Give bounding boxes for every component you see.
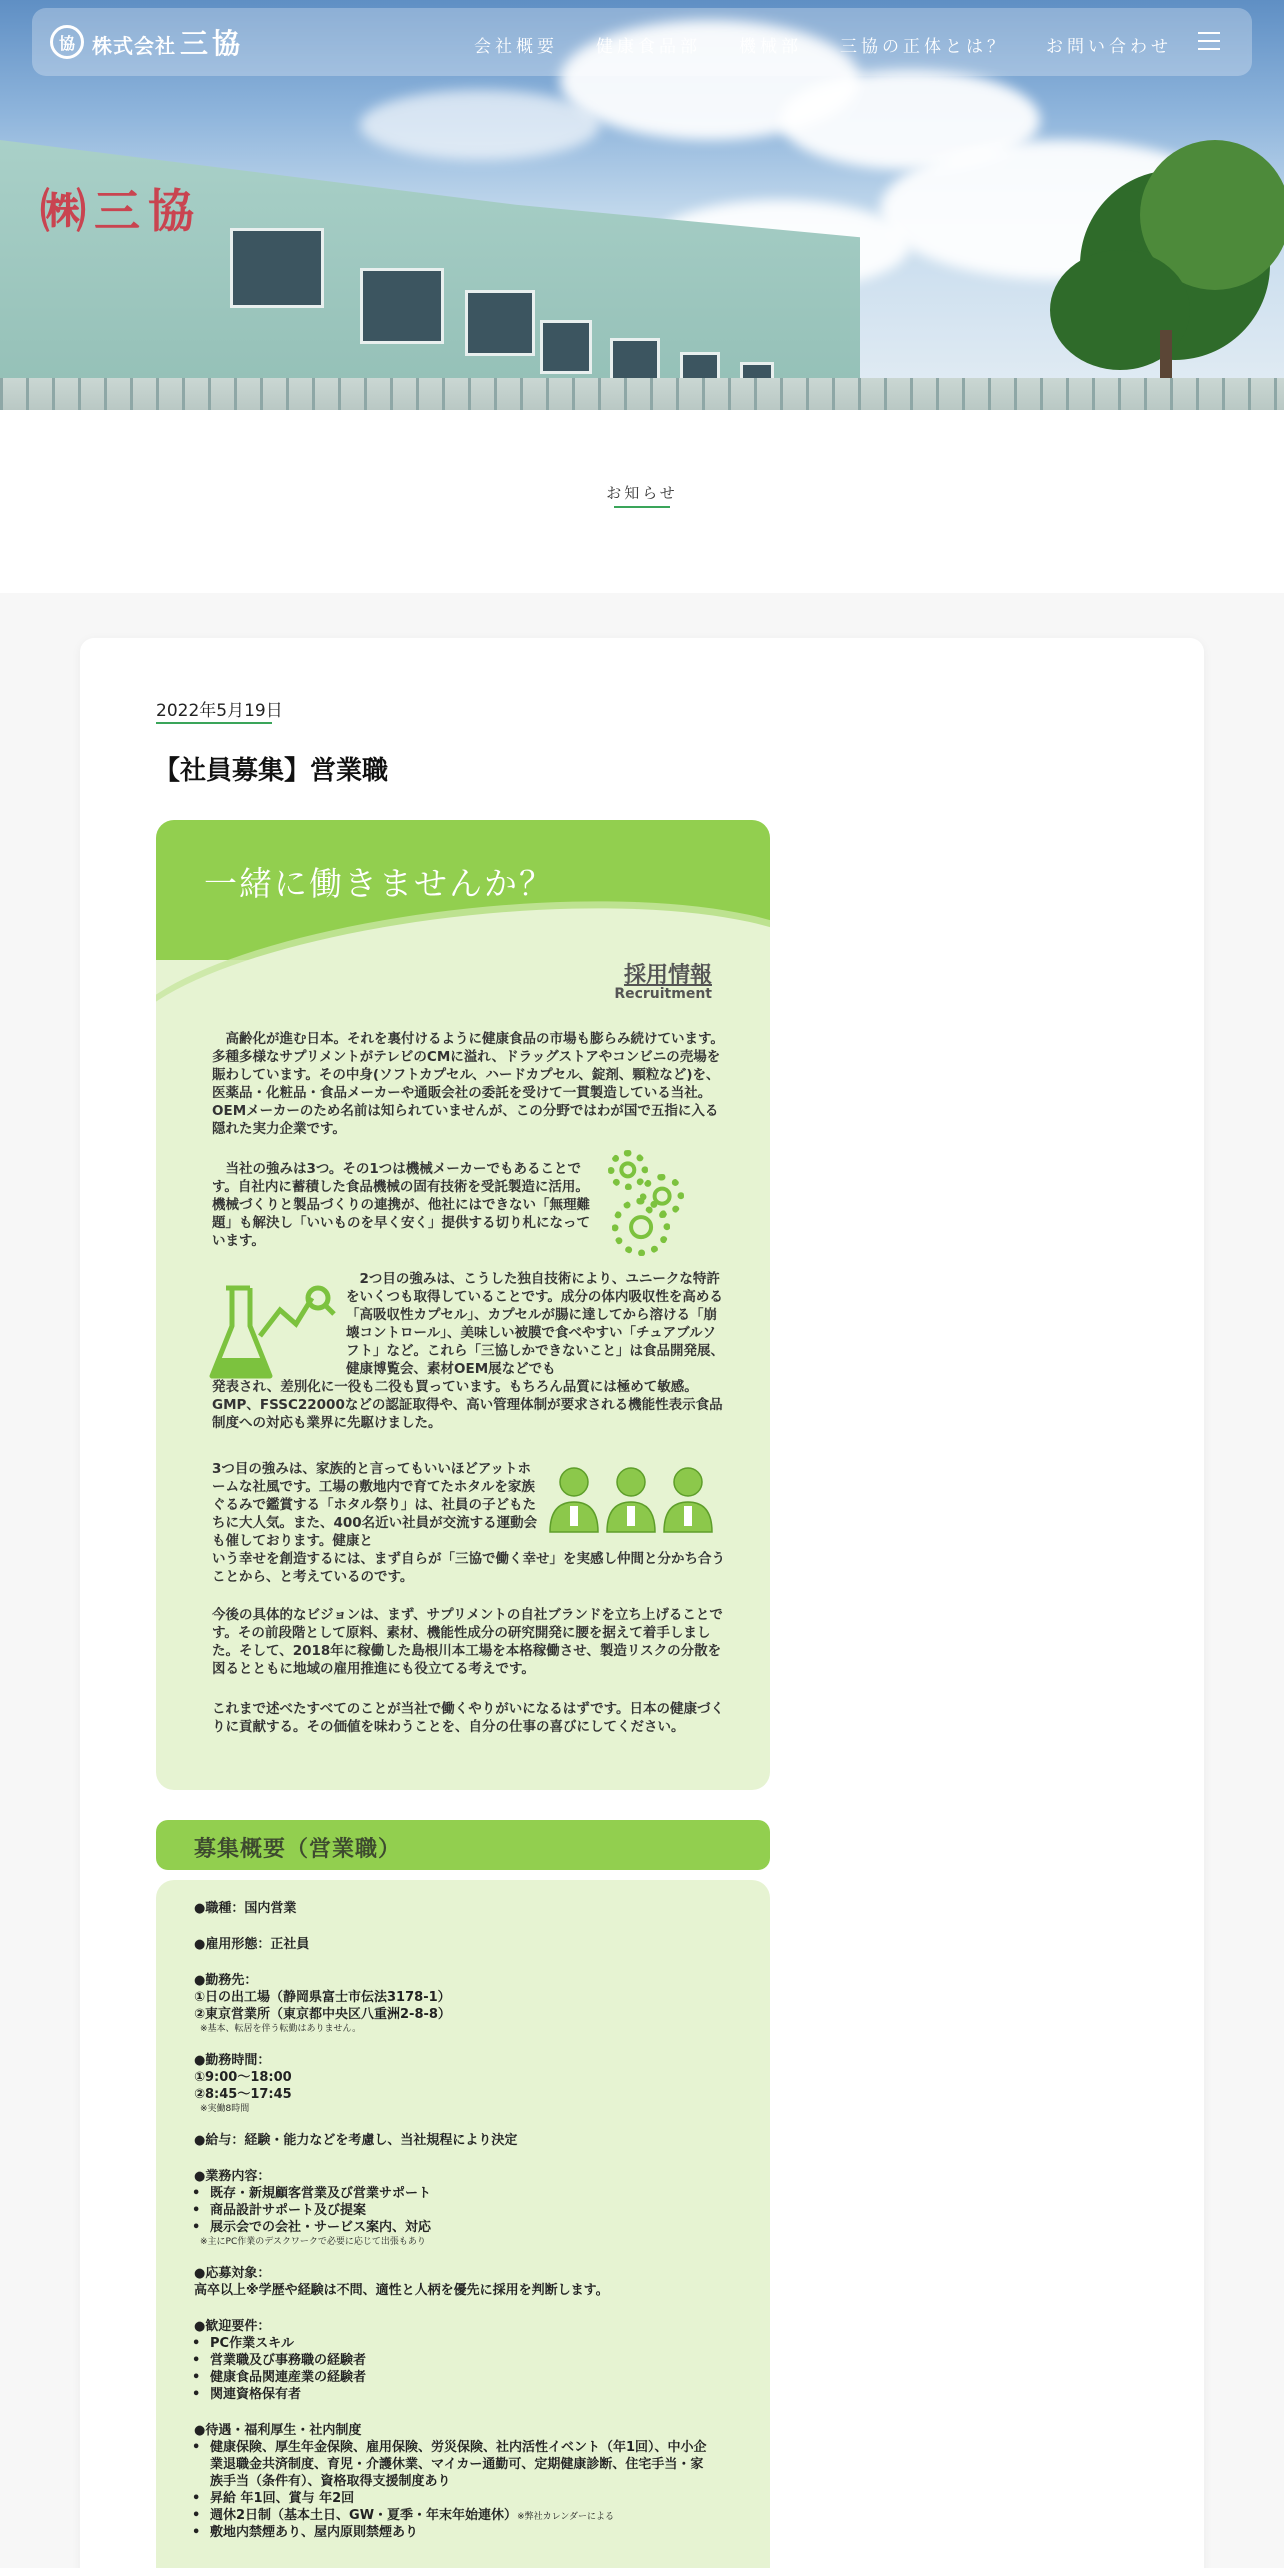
flyer-recruit-subtitle: Recruitment bbox=[614, 986, 712, 1002]
main-nav bbox=[474, 32, 1172, 57]
req-duty-item: • 展示会での会社・サービス案内、対応 bbox=[192, 2219, 431, 2236]
site-header bbox=[32, 8, 1252, 76]
req-welcome-item: • 営業職及び事務職の経験者 bbox=[192, 2352, 366, 2369]
req-employment: ●雇用形態：正社員 bbox=[194, 1937, 310, 1952]
post-card bbox=[80, 638, 1204, 2568]
post-date-underline bbox=[156, 722, 272, 724]
req-salary: ●給与：経験・能力などを考慮し、当社規程により決定 bbox=[194, 2133, 518, 2148]
section-title: お知らせ bbox=[606, 484, 678, 502]
flyer-recruit-title: 採用情報 bbox=[623, 963, 712, 988]
nav-link-about[interactable]: 三協の正体とは？ bbox=[840, 37, 1008, 57]
req-eligibility-label: ●応募対象： bbox=[194, 2266, 271, 2281]
logo-name: 三協 bbox=[180, 27, 245, 60]
req-location-2: ②東京営業所（東京都中央区八重洲2-8-8） bbox=[194, 2007, 451, 2022]
requirements-panel bbox=[156, 1880, 770, 2568]
req-benefit-item-cont: 族手当（条件有）、資格取得支援制度あり bbox=[210, 2474, 451, 2489]
req-benefit-item: • 健康保険、厚生年金保険、雇用保険、労災保険、社内活性イベント（年1回）、中小企 bbox=[192, 2439, 707, 2456]
req-location-label: ●勤務先： bbox=[194, 1973, 258, 1988]
req-duty-item: • 商品設計サポート及び提案 bbox=[192, 2202, 366, 2219]
section-header bbox=[0, 410, 1284, 593]
flyer-paragraph-6: これまで述べたすべてのことが当社で働くやりがいになるはずです。日本の健康づくりに貢献する。その価値を味わうことを、自分の仕事の喜びにしてください。 bbox=[212, 1701, 725, 1735]
post-date: 2022年5月19日 bbox=[156, 701, 283, 721]
req-benefit-holidays-note: ※弊社カレンダーによる bbox=[517, 2512, 615, 2522]
req-hours-1: ①9:00～18:00 bbox=[194, 2070, 292, 2085]
req-duty-item: • 既存・新規顧客営業及び営業サポート bbox=[192, 2185, 431, 2202]
flyer-paragraph-4a: 3つ目の強みは、家族的と言ってもいいほどアットホームな社風です。工場の敷地内で育てたホタルを家族ぐるみで鑑賞する「ホタル祭り」は、社員の子どもたちに大人気。また、400名近い社員が交流する運動会も催しております。健康と bbox=[212, 1461, 538, 1549]
req-benefit-item: • 敷地内禁煙あり、屋内原則禁煙あり bbox=[192, 2524, 418, 2541]
nav-link-contact[interactable]: お問い合わせ bbox=[1046, 37, 1172, 57]
req-hours-2: ②8:45～17:45 bbox=[194, 2087, 292, 2102]
flask-chart-icon bbox=[208, 1280, 336, 1384]
req-benefits-label: ●待遇・福利厚生・社内制度 bbox=[194, 2423, 362, 2438]
req-hours-label: ●勤務時間： bbox=[194, 2053, 271, 2068]
section-title-underline bbox=[614, 506, 670, 508]
req-job-type: ●職種：国内営業 bbox=[194, 1901, 297, 1916]
logo-prefix: 株式会社 bbox=[92, 34, 176, 58]
logo-mark-icon: 協 bbox=[50, 25, 84, 59]
flyer-paragraph-3a: 2つ目の強みは、こうした独自技術により、ユニークな特許をいくつも取得していることです。成分の体内吸収性を高める「高吸収性カプセル」、カプセルが腸に達してから溶ける「崩壊コントロール」、美味しい被膜で食べやすい「チュアブルソフト」など。これら「三協しかできないこと」は食品開発展、健康博覧会、素材OEM展などでも bbox=[346, 1271, 724, 1377]
requirements-heading: 募集概要（営業職） bbox=[194, 1837, 402, 1862]
post-title: 【社員募集】営業職 bbox=[154, 756, 389, 786]
flyer-paragraph-3b: 発表され、差別化に一役も二役も買っています。もちろん品質には極めて敏感。GMP、FSSC22000などの認証取得や、高い管理体制が要求される機能性表示食品制度への対応も業界に先駆けました。 bbox=[212, 1379, 723, 1431]
req-benefit-holidays: 週休2日制（基本土日、GW・夏季・年末年始連休） bbox=[210, 2508, 518, 2523]
gear-icon bbox=[612, 1198, 670, 1256]
req-welcome-item: • 関連資格保有者 bbox=[192, 2386, 301, 2403]
nav-link-company[interactable]: 会社概要 bbox=[474, 37, 558, 57]
req-duties-label: ●業務内容： bbox=[194, 2169, 271, 2184]
req-location-1: ①日の出工場（静岡県富士市伝法3178-1） bbox=[194, 1990, 451, 2005]
requirements-heading-bar bbox=[156, 1820, 770, 1870]
req-welcome-label: ●歓迎要件： bbox=[194, 2319, 271, 2334]
req-welcome-item: • PC作業スキル bbox=[192, 2335, 294, 2352]
nav-link-health-food[interactable]: 健康食品部 bbox=[596, 37, 701, 57]
nav-link-machinery[interactable]: 機械部 bbox=[739, 37, 802, 57]
req-hours-note: ※実働8時間 bbox=[200, 2104, 250, 2114]
req-benefit-item-cont: 業退職金共済制度、育児・介護休業、マイカー通勤可、定期健康診断、住宅手当・家 bbox=[210, 2457, 704, 2472]
flyer-headline: 一緒に働きませんか？ bbox=[204, 864, 554, 903]
hamburger-menu-icon[interactable] bbox=[1198, 30, 1220, 52]
company-logo[interactable] bbox=[50, 24, 244, 60]
staff-people-icon bbox=[546, 1462, 716, 1536]
req-duties-note: ※主にPC作業のデスクワークで必要に応じて出張もあり bbox=[200, 2237, 426, 2247]
req-location-note: ※基本、転居を伴う転勤はありません。 bbox=[200, 2024, 362, 2034]
req-benefit-item: • 昇給 年1回、賞与 年2回 bbox=[192, 2490, 354, 2507]
recruitment-flyer bbox=[156, 820, 770, 1790]
flyer-paragraph-4b: いう幸せを創造するには、まず自らが「三協で働く幸せ」を実感し仲間と分かち合うことから、と考えているのです。 bbox=[212, 1551, 725, 1585]
req-eligibility: 高卒以上※学歴や経験は不問、適性と人柄を優先に採用を判断します。 bbox=[194, 2283, 609, 2298]
logo-text bbox=[92, 22, 244, 62]
flyer-paragraph-2: 当社の強みは3つ。その1つは機械メーカーでもあることです。自社内に蓄積した食品機械の固有技術を受託製造に活用。機械づくりと製品づくりの連携が、他社にはできない「無理難題」も解決し「いいものを早く安く」提供する切り札になっています。 bbox=[212, 1161, 590, 1249]
building-sign: ㈱三協 bbox=[40, 184, 202, 238]
fence bbox=[0, 378, 1284, 410]
flyer-paragraph-1: 高齢化が進む日本。それを裏付けるように健康食品の市場も膨らみ続けています。多種多様なサプリメントがテレビのCMに溢れ、ドラッグストアやコンビニの売場を賑わしています。その中身(ソフトカプセル、ハードカプセル、錠剤、顆粒など)を、医薬品・化粧品・食品メーカーや通販会社の委託を受けて一貫製造している当社。OEMメーカーのため名前は知られていませんが、この分野ではわが国で五指に入る隠れた実力企業です。 bbox=[212, 1031, 724, 1137]
req-welcome-item: • 健康食品関連産業の経験者 bbox=[192, 2369, 366, 2386]
flyer-paragraph-5: 今後の具体的なビジョンは、まず、サプリメントの自社ブランドを立ち上げることです。その前段階として原料、素材、機能性成分の研究開発に腰を据えて着手しました。そして、2018年に稼働した島根川本工場を本格稼働させ、製造リスクの分散を図るとともに地域の雇用推進にも役立てる考えです。 bbox=[212, 1607, 723, 1677]
